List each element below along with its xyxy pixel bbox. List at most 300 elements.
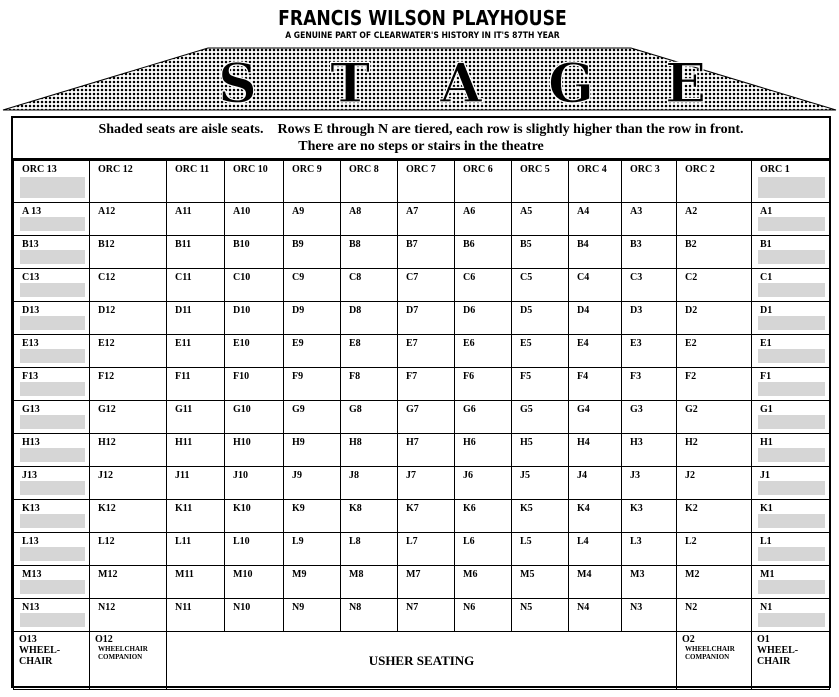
seat-cell[interactable] — [14, 599, 90, 632]
seat-cell[interactable] — [14, 434, 90, 467]
seat-label: E7 — [406, 338, 418, 349]
seat-cell[interactable] — [569, 335, 622, 368]
seat-cell[interactable] — [752, 269, 830, 302]
seat-cell[interactable] — [14, 161, 90, 203]
seat-label: A7 — [406, 206, 419, 217]
seat-cell[interactable] — [284, 368, 341, 401]
seat-cell[interactable] — [90, 203, 167, 236]
seat-cell[interactable] — [752, 500, 830, 533]
seat-cell[interactable] — [225, 236, 284, 269]
seat-label: E4 — [577, 338, 589, 349]
aisle-shading — [20, 415, 85, 429]
seat-label: G11 — [175, 404, 193, 415]
seat-cell[interactable] — [569, 368, 622, 401]
seat-label: J7 — [406, 470, 416, 481]
seat-label: B13 — [22, 239, 39, 250]
seat-label: D3 — [630, 305, 643, 316]
seat-cell[interactable] — [752, 566, 830, 599]
seat-cell[interactable] — [455, 335, 512, 368]
seat-cell[interactable] — [455, 302, 512, 335]
seat-cell[interactable] — [455, 500, 512, 533]
seat-cell[interactable] — [398, 434, 455, 467]
seat-cell[interactable] — [622, 500, 677, 533]
seat-cell[interactable] — [284, 236, 341, 269]
seat-cell[interactable] — [90, 566, 167, 599]
seat-cell[interactable] — [225, 500, 284, 533]
seat-label: ORC 1 — [760, 164, 790, 175]
seat-cell[interactable] — [14, 335, 90, 368]
aisle-shading — [758, 349, 825, 363]
seat-cell[interactable] — [284, 467, 341, 500]
seat-cell[interactable] — [677, 269, 752, 302]
seat-label: C11 — [175, 272, 192, 283]
seat-label: D10 — [233, 305, 251, 316]
seat-cell[interactable] — [752, 335, 830, 368]
seat-cell[interactable] — [225, 599, 284, 632]
seat-cell[interactable] — [569, 533, 622, 566]
seat-cell[interactable] — [677, 599, 752, 632]
seat-cell[interactable] — [167, 368, 225, 401]
seat-cell[interactable] — [14, 302, 90, 335]
seat-cell[interactable] — [569, 302, 622, 335]
seat-row — [14, 599, 830, 632]
seat-label: L13 — [22, 536, 39, 547]
seat-row — [14, 434, 830, 467]
seat-cell[interactable] — [677, 500, 752, 533]
seat-label: A12 — [98, 206, 116, 217]
seat-cell[interactable] — [284, 269, 341, 302]
seat-label: M3 — [630, 569, 645, 580]
seat-label: J8 — [349, 470, 359, 481]
seat-label: ORC 2 — [685, 164, 715, 175]
seat-cell[interactable] — [455, 161, 512, 203]
aisle-shading — [20, 382, 85, 396]
seat-cell[interactable] — [455, 368, 512, 401]
seat-cell[interactable] — [622, 467, 677, 500]
seat-cell[interactable] — [90, 599, 167, 632]
seat-label: K7 — [406, 503, 419, 514]
seat-cell[interactable] — [398, 368, 455, 401]
seat-label: ORC 6 — [463, 164, 493, 175]
seat-cell[interactable] — [512, 236, 569, 269]
seat-cell[interactable] — [752, 401, 830, 434]
seat-cell[interactable] — [90, 161, 167, 203]
seat-label: C4 — [577, 272, 590, 283]
seat-cell[interactable] — [455, 599, 512, 632]
seat-cell[interactable] — [341, 566, 398, 599]
seat-cell[interactable] — [14, 533, 90, 566]
seat-label: A6 — [463, 206, 476, 217]
seat-cell[interactable] — [341, 401, 398, 434]
seat-cell[interactable] — [341, 368, 398, 401]
seat-row — [14, 500, 830, 533]
seat-label: J10 — [233, 470, 248, 481]
aisle-shading — [758, 283, 825, 297]
seat-cell[interactable] — [284, 401, 341, 434]
seat-cell[interactable] — [167, 599, 225, 632]
seat-label: L7 — [406, 536, 418, 547]
seat-cell[interactable] — [14, 401, 90, 434]
seat-cell[interactable] — [622, 401, 677, 434]
seat-cell[interactable] — [622, 566, 677, 599]
aisle-shading — [20, 250, 85, 264]
seat-row — [14, 236, 830, 269]
seat-cell[interactable] — [284, 434, 341, 467]
seat-cell[interactable] — [167, 161, 225, 203]
seat-label: C1 — [760, 272, 773, 283]
seat-cell[interactable] — [90, 302, 167, 335]
seat-cell[interactable] — [14, 269, 90, 302]
seat-cell[interactable] — [90, 269, 167, 302]
seat-cell[interactable] — [622, 236, 677, 269]
seat-cell[interactable] — [90, 335, 167, 368]
seat-cell[interactable] — [284, 533, 341, 566]
seat-cell[interactable] — [341, 467, 398, 500]
seat-label: H13 — [22, 437, 40, 448]
seat-label: H2 — [685, 437, 698, 448]
seat-label: C6 — [463, 272, 476, 283]
seat-cell[interactable] — [512, 335, 569, 368]
seat-cell[interactable] — [167, 467, 225, 500]
seat-cell[interactable] — [677, 203, 752, 236]
seat-label: L12 — [98, 536, 115, 547]
seat-cell[interactable] — [512, 161, 569, 203]
seat-cell[interactable] — [752, 368, 830, 401]
seat-cell[interactable] — [677, 335, 752, 368]
seat-label: K6 — [463, 503, 476, 514]
seat-cell[interactable] — [622, 533, 677, 566]
notice-line-2: There are no steps or stairs in the theatre — [298, 139, 544, 154]
seat-label: D9 — [292, 305, 305, 316]
seat-label: N13 — [22, 602, 40, 613]
seat-cell[interactable] — [752, 302, 830, 335]
aisle-shading — [20, 481, 85, 495]
seat-cell[interactable] — [341, 203, 398, 236]
seat-label: D8 — [349, 305, 362, 316]
seat-cell[interactable] — [225, 368, 284, 401]
seat-label: L11 — [175, 536, 192, 547]
seat-cell[interactable] — [455, 533, 512, 566]
seat-label: L4 — [577, 536, 589, 547]
seat-label: O12 — [95, 634, 113, 645]
usher-seating-area: USHER SEATING — [167, 632, 677, 690]
seat-cell[interactable] — [341, 434, 398, 467]
seat-cell[interactable] — [90, 368, 167, 401]
seat-label: A2 — [685, 206, 698, 217]
seat-cell[interactable] — [512, 368, 569, 401]
seat-cell[interactable] — [284, 335, 341, 368]
seat-label: G13 — [22, 404, 40, 415]
seat-cell[interactable] — [14, 566, 90, 599]
seat-cell[interactable] — [398, 599, 455, 632]
seat-cell[interactable] — [677, 368, 752, 401]
seat-cell[interactable] — [569, 236, 622, 269]
seat-label: N10 — [233, 602, 251, 613]
seat-label: O13 — [19, 634, 37, 645]
seat-label: J5 — [520, 470, 530, 481]
seat-cell[interactable] — [398, 467, 455, 500]
seat-cell[interactable] — [398, 533, 455, 566]
seat-label: E8 — [349, 338, 361, 349]
seat-cell[interactable] — [225, 566, 284, 599]
aisle-shading — [758, 580, 825, 594]
seat-type-label: COMPANION — [685, 653, 730, 661]
seat-cell[interactable] — [341, 500, 398, 533]
seat-cell[interactable] — [569, 500, 622, 533]
wheelchair-seat-cell[interactable] — [14, 632, 90, 690]
seat-cell[interactable] — [341, 599, 398, 632]
seat-label: M4 — [577, 569, 592, 580]
seat-cell[interactable] — [455, 236, 512, 269]
seat-label: M8 — [349, 569, 364, 580]
seat-cell[interactable] — [398, 500, 455, 533]
seat-cell[interactable] — [225, 434, 284, 467]
seat-cell[interactable] — [455, 269, 512, 302]
seat-cell[interactable] — [677, 161, 752, 203]
seat-label: L2 — [685, 536, 697, 547]
seat-label: H6 — [463, 437, 476, 448]
seat-cell[interactable] — [14, 500, 90, 533]
seat-label: K9 — [292, 503, 305, 514]
seat-label: A4 — [577, 206, 590, 217]
seat-cell[interactable] — [752, 161, 830, 203]
seat-cell[interactable] — [14, 467, 90, 500]
seat-cell[interactable] — [225, 269, 284, 302]
seat-label: A1 — [760, 206, 773, 217]
seat-label: E12 — [98, 338, 115, 349]
seat-cell[interactable] — [622, 269, 677, 302]
seat-type-label: WHEELCHAIR — [685, 645, 735, 653]
seat-label: F1 — [760, 371, 772, 382]
seat-cell[interactable] — [398, 203, 455, 236]
seat-cell[interactable] — [512, 599, 569, 632]
seat-cell[interactable] — [284, 500, 341, 533]
seat-label: C9 — [292, 272, 305, 283]
wheelchair-seat-cell[interactable] — [752, 632, 830, 690]
seat-label: H5 — [520, 437, 533, 448]
seat-cell[interactable] — [284, 599, 341, 632]
seat-cell[interactable] — [622, 368, 677, 401]
seat-cell[interactable] — [225, 401, 284, 434]
seat-cell[interactable] — [225, 161, 284, 203]
aisle-shading — [20, 217, 85, 231]
seat-label: G12 — [98, 404, 116, 415]
aisle-shading — [758, 217, 825, 231]
seat-cell[interactable] — [14, 236, 90, 269]
seat-cell[interactable] — [341, 269, 398, 302]
seat-cell[interactable] — [341, 236, 398, 269]
seat-label: N6 — [463, 602, 476, 613]
seat-cell[interactable] — [569, 434, 622, 467]
seat-cell[interactable] — [512, 566, 569, 599]
seat-cell[interactable] — [512, 401, 569, 434]
seat-cell[interactable] — [284, 302, 341, 335]
seat-cell[interactable] — [398, 161, 455, 203]
seat-cell[interactable] — [90, 401, 167, 434]
seat-cell[interactable] — [622, 335, 677, 368]
seat-label: D6 — [463, 305, 476, 316]
seat-cell[interactable] — [455, 434, 512, 467]
seat-label: J12 — [98, 470, 113, 481]
seat-cell[interactable] — [455, 203, 512, 236]
seat-label: A5 — [520, 206, 533, 217]
seat-cell[interactable] — [677, 302, 752, 335]
seat-cell[interactable] — [569, 599, 622, 632]
seat-label: K12 — [98, 503, 116, 514]
seat-label: G10 — [233, 404, 251, 415]
seat-label: J9 — [292, 470, 302, 481]
seat-cell[interactable] — [622, 599, 677, 632]
seat-cell[interactable] — [512, 269, 569, 302]
seat-label: ORC 8 — [349, 164, 379, 175]
seat-cell[interactable] — [90, 533, 167, 566]
seat-cell[interactable] — [677, 401, 752, 434]
seat-cell[interactable] — [167, 401, 225, 434]
seat-cell[interactable] — [341, 335, 398, 368]
aisle-shading — [758, 316, 825, 330]
seat-label: F3 — [630, 371, 642, 382]
seat-cell[interactable] — [455, 467, 512, 500]
seat-cell[interactable] — [167, 566, 225, 599]
aisle-shading — [758, 382, 825, 396]
seat-cell[interactable] — [225, 203, 284, 236]
seat-label: L1 — [760, 536, 772, 547]
stage-letter: A — [440, 51, 482, 114]
seat-cell[interactable] — [512, 434, 569, 467]
seat-cell[interactable] — [677, 467, 752, 500]
seat-cell[interactable] — [225, 467, 284, 500]
seat-cell[interactable] — [398, 269, 455, 302]
seat-cell[interactable] — [167, 302, 225, 335]
seat-cell[interactable] — [455, 566, 512, 599]
theatre-tagline: A GENUINE PART OF CLEARWATER'S HISTORY IN IT'S 87TH YEAR — [285, 31, 560, 41]
seat-cell[interactable] — [398, 566, 455, 599]
seat-cell[interactable] — [622, 434, 677, 467]
wheelchair-seat-cell[interactable] — [90, 632, 167, 690]
seat-cell[interactable] — [225, 335, 284, 368]
seat-label: D13 — [22, 305, 40, 316]
seat-cell[interactable] — [512, 203, 569, 236]
seat-label: M7 — [406, 569, 421, 580]
seat-cell[interactable] — [14, 203, 90, 236]
seat-cell[interactable] — [167, 236, 225, 269]
seat-label: C10 — [233, 272, 251, 283]
aisle-shading — [758, 250, 825, 264]
seat-label: F12 — [98, 371, 115, 382]
seat-cell[interactable] — [752, 434, 830, 467]
seat-cell[interactable] — [225, 533, 284, 566]
seat-cell[interactable] — [622, 302, 677, 335]
seat-cell[interactable] — [284, 161, 341, 203]
seat-label: N4 — [577, 602, 590, 613]
seat-cell[interactable] — [167, 434, 225, 467]
seat-cell[interactable] — [512, 302, 569, 335]
seat-label: H12 — [98, 437, 116, 448]
seat-cell[interactable] — [569, 203, 622, 236]
seat-label: A 13 — [22, 206, 42, 217]
seat-cell[interactable] — [512, 533, 569, 566]
seat-cell[interactable] — [569, 566, 622, 599]
seat-label: M13 — [22, 569, 42, 580]
seat-cell[interactable] — [341, 533, 398, 566]
seat-cell[interactable] — [569, 401, 622, 434]
seat-label: G7 — [406, 404, 419, 415]
seat-row — [14, 302, 830, 335]
seat-cell[interactable] — [622, 203, 677, 236]
seat-cell[interactable] — [455, 401, 512, 434]
seat-cell[interactable] — [90, 500, 167, 533]
seat-cell[interactable] — [398, 335, 455, 368]
seat-cell[interactable] — [677, 236, 752, 269]
seat-cell[interactable] — [167, 269, 225, 302]
seat-cell[interactable] — [512, 467, 569, 500]
seat-cell[interactable] — [284, 566, 341, 599]
seat-label: B12 — [98, 239, 115, 250]
aisle-shading — [758, 613, 825, 627]
seat-cell[interactable] — [167, 533, 225, 566]
seat-cell[interactable] — [90, 434, 167, 467]
seat-label: B1 — [760, 239, 772, 250]
seat-label: A10 — [233, 206, 251, 217]
seat-cell[interactable] — [225, 302, 284, 335]
seat-cell[interactable] — [569, 269, 622, 302]
seat-label: J3 — [630, 470, 640, 481]
seat-cell[interactable] — [398, 302, 455, 335]
seat-cell[interactable] — [752, 236, 830, 269]
seat-label: E3 — [630, 338, 642, 349]
seat-label: G3 — [630, 404, 643, 415]
seat-cell[interactable] — [752, 467, 830, 500]
seat-label: B11 — [175, 239, 192, 250]
seat-cell[interactable] — [167, 500, 225, 533]
seat-cell[interactable] — [569, 467, 622, 500]
seat-cell[interactable] — [752, 599, 830, 632]
aisle-shading — [758, 415, 825, 429]
seat-cell[interactable] — [622, 161, 677, 203]
seat-label: H9 — [292, 437, 305, 448]
seat-cell[interactable] — [90, 467, 167, 500]
seat-cell[interactable] — [398, 401, 455, 434]
seat-label: A11 — [175, 206, 192, 217]
seat-cell[interactable] — [90, 236, 167, 269]
seat-type-label: WHEEL- — [757, 645, 799, 656]
seat-cell[interactable] — [398, 236, 455, 269]
seat-cell[interactable] — [512, 500, 569, 533]
seat-label: L8 — [349, 536, 361, 547]
seat-cell[interactable] — [752, 203, 830, 236]
seat-label: B9 — [292, 239, 304, 250]
seat-label: K4 — [577, 503, 590, 514]
seat-cell[interactable] — [167, 203, 225, 236]
seat-label: ORC 3 — [630, 164, 660, 175]
seat-cell[interactable] — [677, 434, 752, 467]
seat-label: M6 — [463, 569, 478, 580]
seat-cell[interactable] — [752, 533, 830, 566]
seat-label: F8 — [349, 371, 361, 382]
seat-label: L5 — [520, 536, 532, 547]
seat-cell[interactable] — [341, 161, 398, 203]
seat-cell[interactable] — [677, 533, 752, 566]
aisle-shading — [758, 514, 825, 528]
seat-cell[interactable] — [341, 302, 398, 335]
seat-label: E5 — [520, 338, 532, 349]
seat-cell[interactable] — [677, 566, 752, 599]
seat-cell[interactable] — [284, 203, 341, 236]
seat-cell[interactable] — [167, 335, 225, 368]
wheelchair-seat-cell[interactable] — [677, 632, 752, 690]
seat-cell[interactable] — [14, 368, 90, 401]
seat-cell[interactable] — [569, 161, 622, 203]
